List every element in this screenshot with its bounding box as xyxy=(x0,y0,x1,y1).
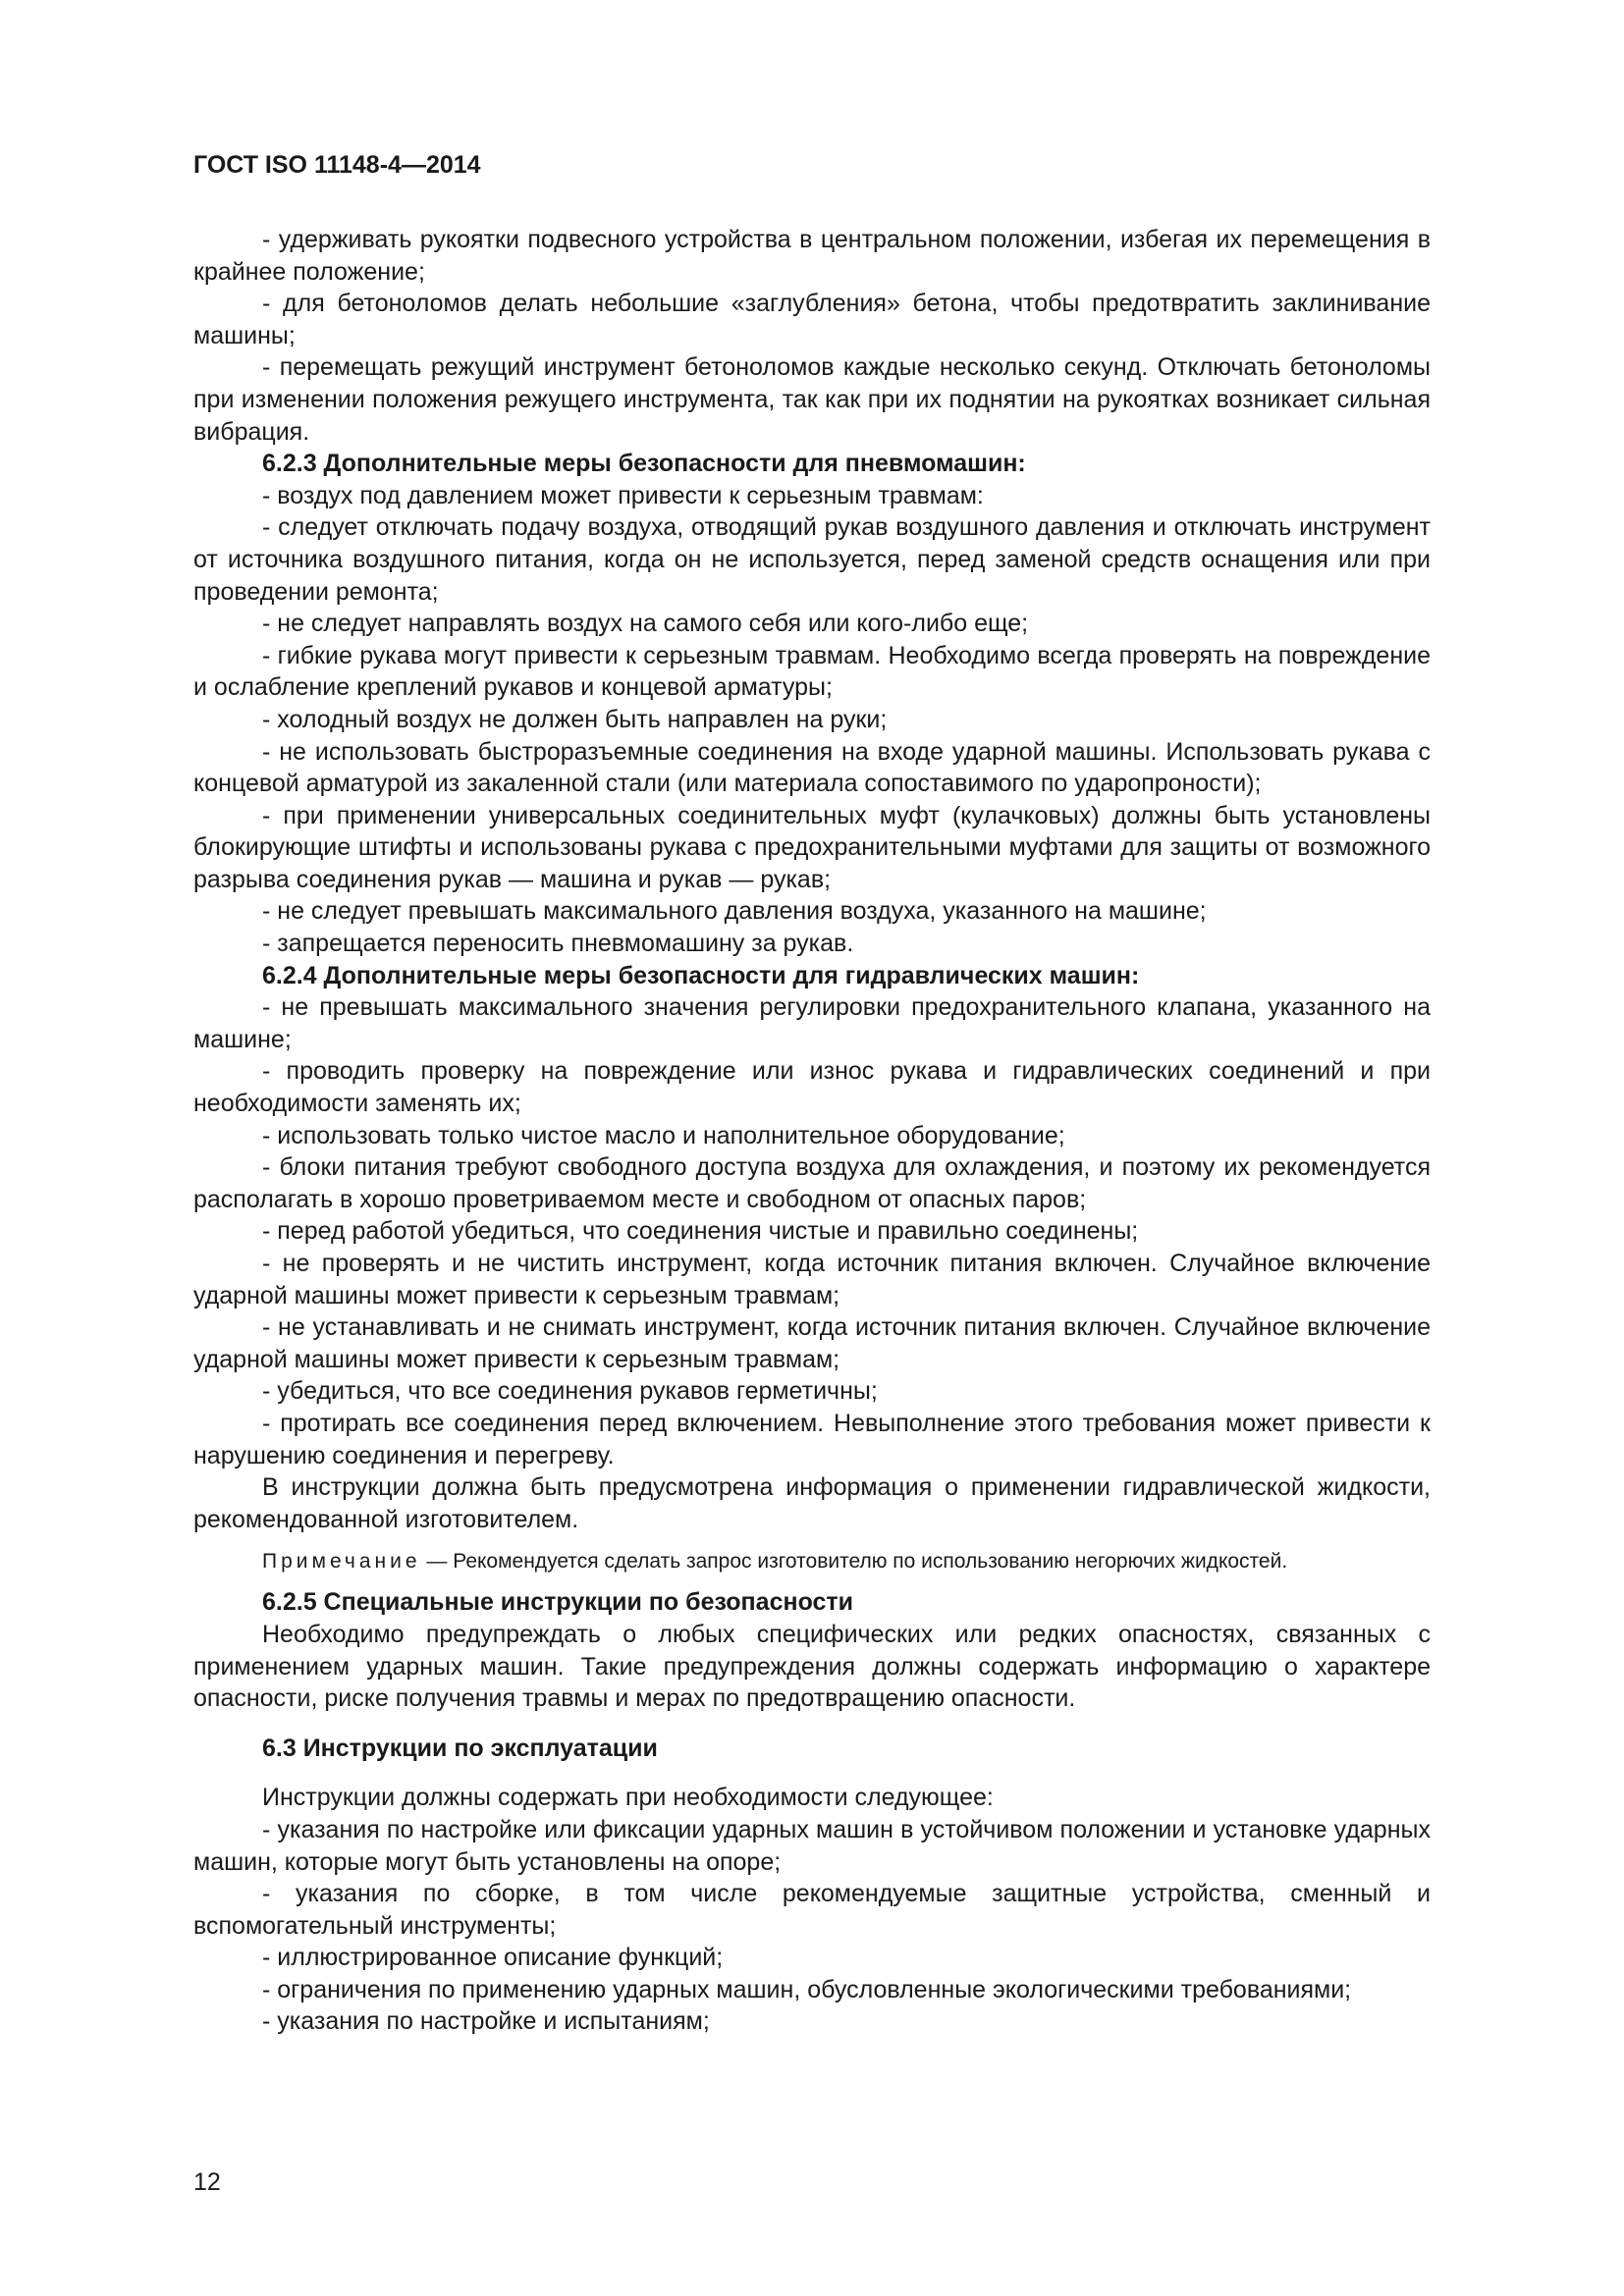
paragraph: - не следует направлять воздух на самого себя или кого-либо еще; xyxy=(262,610,1029,638)
paragraph: - не устанавливать и не снимать инструмент, когда источник питания включен. Случайное включение ударной машины может привести к серьезным травмам; xyxy=(193,1313,1431,1373)
paragraph: - убедиться, что все соединения рукавов герметичны; xyxy=(262,1377,878,1406)
document-header: ГОСТ ISO 11148-4—2014 xyxy=(193,151,481,179)
paragraph: - ограничения по применению ударных машин, обусловленные экологическими требованиями; xyxy=(262,1975,1352,2003)
paragraph: - иллюстрированное описание функций; xyxy=(262,1944,724,1972)
paragraph: В инструкции должна быть предусмотрена информация о применении гидравлической жидкости, рекомендованной изготовителем. xyxy=(193,1473,1431,1533)
paragraph: - для бетоноломов делать небольшие «заглубления» бетона, чтобы предотвратить заклинивание машины; xyxy=(193,290,1431,349)
note xyxy=(193,1547,1431,1576)
paragraph: Необходимо предупреждать о любых специфических или редких опасностях, связанных с применением ударных машин. Такие предупреждения должны содержать информацию о характере опасности, риске получения травмы и мерах по предотвращению опасности. xyxy=(193,1620,1431,1713)
paragraph: - холодный воздух не должен быть направлен на руки; xyxy=(262,705,888,733)
paragraph: - следует отключать подачу воздуха, отводящий рукав воздушного давления и отключать инструмент от источника воздушного питания, когда он не используется, перед заменой средств оснащения или при проведении ремонта; xyxy=(193,513,1431,606)
paragraph: - указания по настройке и испытаниям; xyxy=(262,2007,710,2036)
paragraph: - указания по настройке или фиксации ударных машин в устойчивом положении и установке ударных машин, которые могут быть установлены на опоре; xyxy=(193,1815,1431,1876)
paragraph: - проводить проверку на повреждение или износ рукава и гидравлических соединений и при необходимости заменять их; xyxy=(193,1057,1431,1118)
paragraph: - перемещать режущий инструмент бетоноломов каждые несколько секунд. Отключать бетоноломы при изменении положения режущего инструмента, так как при их поднятии на рукоятках возникает сильная вибрация. xyxy=(193,353,1431,446)
paragraph: - протирать все соединения перед включением. Невыполнение этого требования может привести к нарушению соединения и перегреву. xyxy=(193,1409,1431,1469)
document-body xyxy=(193,224,1431,2038)
paragraph: - указания по сборке, в том числе рекомендуемые защитные устройства, сменный и вспомогательный инструменты; xyxy=(193,1880,1431,1940)
section-heading-6-3: 6.3 Инструкции по эксплуатации xyxy=(262,1734,658,1762)
paragraph: Инструкции должны содержать при необходимости следующее: xyxy=(262,1784,994,1812)
subsection-heading-6-2-4: 6.2.4 Дополнительные меры безопасности для гидравлических машин: xyxy=(262,961,1140,989)
paragraph: - блоки питания требуют свободного доступа воздуха для охлаждения, и поэтому их рекомендуется располагать в хорошо проветриваемом месте и свободном от опасных паров; xyxy=(193,1153,1431,1213)
page-number: 12 xyxy=(193,2168,221,2196)
note-text: — Рекомендуется сделать запрос изготовителю по использованию негорючих жидкостей. xyxy=(420,1550,1288,1574)
paragraph: - использовать только чистое масло и наполнительное оборудование; xyxy=(262,1121,1065,1149)
paragraph: - не превышать максимального значения регулировки предохранительного клапана, указанного на машине; xyxy=(193,993,1431,1053)
paragraph: - при применении универсальных соединительных муфт (кулачковых) должны быть установлены блокирующие штифты и использованы рукава с предохранительными муфтами для защиты от возможного разрыва соединения рукав — машина и рукав — рукав; xyxy=(193,801,1431,893)
paragraph: - не использовать быстроразъемные соединения на входе ударной машины. Использовать рукава с концевой арматурой из закаленной стали (или материала сопоставимого по ударопроности); xyxy=(193,737,1431,798)
paragraph: - перед работой убедиться, что соединения чистые и правильно соединены; xyxy=(262,1217,1139,1246)
note-label: Примечание xyxy=(262,1550,421,1574)
paragraph: - воздух под давлением может привести к серьезным травмам: xyxy=(262,481,984,509)
subsection-heading-6-2-3: 6.2.3 Дополнительные меры безопасности для пневмомашин: xyxy=(262,450,1026,478)
subsection-heading-6-2-5: 6.2.5 Специальные инструкции по безопасности xyxy=(262,1588,854,1617)
paragraph: - удерживать рукоятки подвесного устройства в центральном положении, избегая их перемещения в крайнее положение; xyxy=(193,226,1431,286)
paragraph: - гибкие рукава могут привести к серьезным травмам. Необходимо всегда проверять на повреждение и ослабление креплений рукавов и концевой арматуры; xyxy=(193,641,1431,702)
paragraph: - запрещается переносить пневмомашину за рукав. xyxy=(262,930,854,958)
paragraph: - не проверять и не чистить инструмент, когда источник питания включен. Случайное включение ударной машины может привести к серьезным травмам; xyxy=(193,1250,1431,1309)
paragraph: - не следует превышать максимального давления воздуха, указанного на машине; xyxy=(262,897,1207,926)
